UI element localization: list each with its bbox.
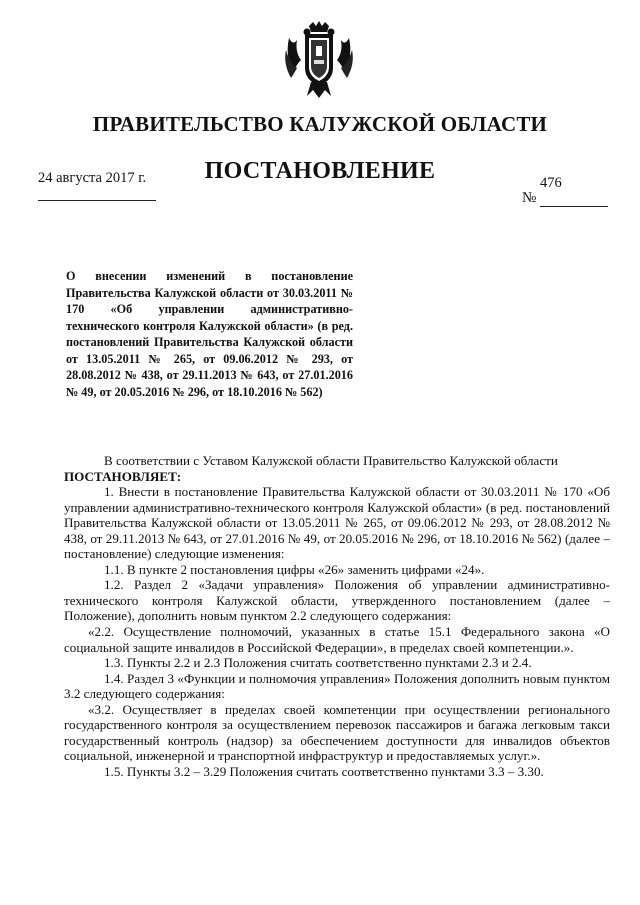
paragraph-1: 1. Внести в постановление Правительства Калужской области от 30.03.2011 № 170 «Об управлении административно-технического контроля Калужской области» (в ред. постановлений Правительства Калужской области от 13.05.2011 № 265, от 09.06.2012 № 293, от 28.08.2012 № 438, от 29.11.2013 № 643, от 27.01.2016 № 49, от 20.05.2016 № 296, от 18.10.2016 № 562) (далее – постановление) следующие изменения: <box>64 484 610 562</box>
paragraph-1-4: 1.4. Раздел 3 «Функции и полномочия управления» Положения дополнить новым пунктом 3.2 следующего содержания: <box>64 670 610 702</box>
resolves-text: ПОСТАНОВЛЯЕТ: <box>64 468 182 484</box>
paragraph-1-1: 1.1. В пункте 2 постановления цифры «26» заменить цифрами «24». <box>104 561 485 577</box>
resolves-heading <box>64 469 610 485</box>
document-date: 24 августа 2017 г. <box>38 170 147 186</box>
document-subject: О внесении изменений в постановление Правительства Калужской области от 30.03.2011 № 170 «Об управлении административно-технического контроля Калужской области» (в ред. постановлений Правительства Калужской области от 13.05.2011 № 265, от 09.06.2012 № 293, от 28.08.2012 № 438, от 29.11.2013 № 643, от 27.01.2016 № 49, от 20.05.2016 № 296, от 18.10.2016 № 562) <box>66 269 353 399</box>
coat-of-arms-icon <box>283 20 355 100</box>
paragraph-1-3: 1.3. Пункты 2.2 и 2.3 Положения считать соответственно пунктами 2.3 и 2.4. <box>104 655 532 671</box>
date-underline <box>38 200 156 201</box>
number-label: № <box>522 190 537 206</box>
preamble-paragraph <box>64 453 610 469</box>
paragraph-1-2: 1.2. Раздел 2 «Задачи управления» Положения об управлении административно-технического контроля Калужской области, утвержденного постановлением (далее – Положение), дополнить новым пунктом 2.2 следующего содержания: <box>64 577 610 624</box>
document-body <box>64 453 610 779</box>
preamble-text: В соответствии с Уставом Калужской области Правительство Калужской области <box>104 453 558 468</box>
number-underline <box>540 206 608 207</box>
document-number: 476 <box>540 175 562 191</box>
quote-2-2: «2.2. Осуществление полномочий, указанных в статье 15.1 Федерального закона «О социальной защите инвалидов в Российской Федерации», в пределах своей компетенции.». <box>64 624 610 655</box>
quote-3-2: «3.2. Осуществляет в пределах своей компетенции при осуществлении регионального государственного контроля за осуществлением перевозок пассажиров и багажа легковым такси государственный контроль (надзор) за обеспечением доступности для инвалидов объектов социальной, инженерной и транспортной инфраструктур и предоставляемых услуг.». <box>64 701 610 764</box>
paragraph-1-5: 1.5. Пункты 3.2 – 3.29 Положения считать соответственно пунктами 3.3 – 3.30. <box>104 763 544 779</box>
government-title: ПРАВИТЕЛЬСТВО КАЛУЖСКОЙ ОБЛАСТИ <box>92 112 548 136</box>
document-type-title: ПОСТАНОВЛЕНИЕ <box>204 158 436 184</box>
